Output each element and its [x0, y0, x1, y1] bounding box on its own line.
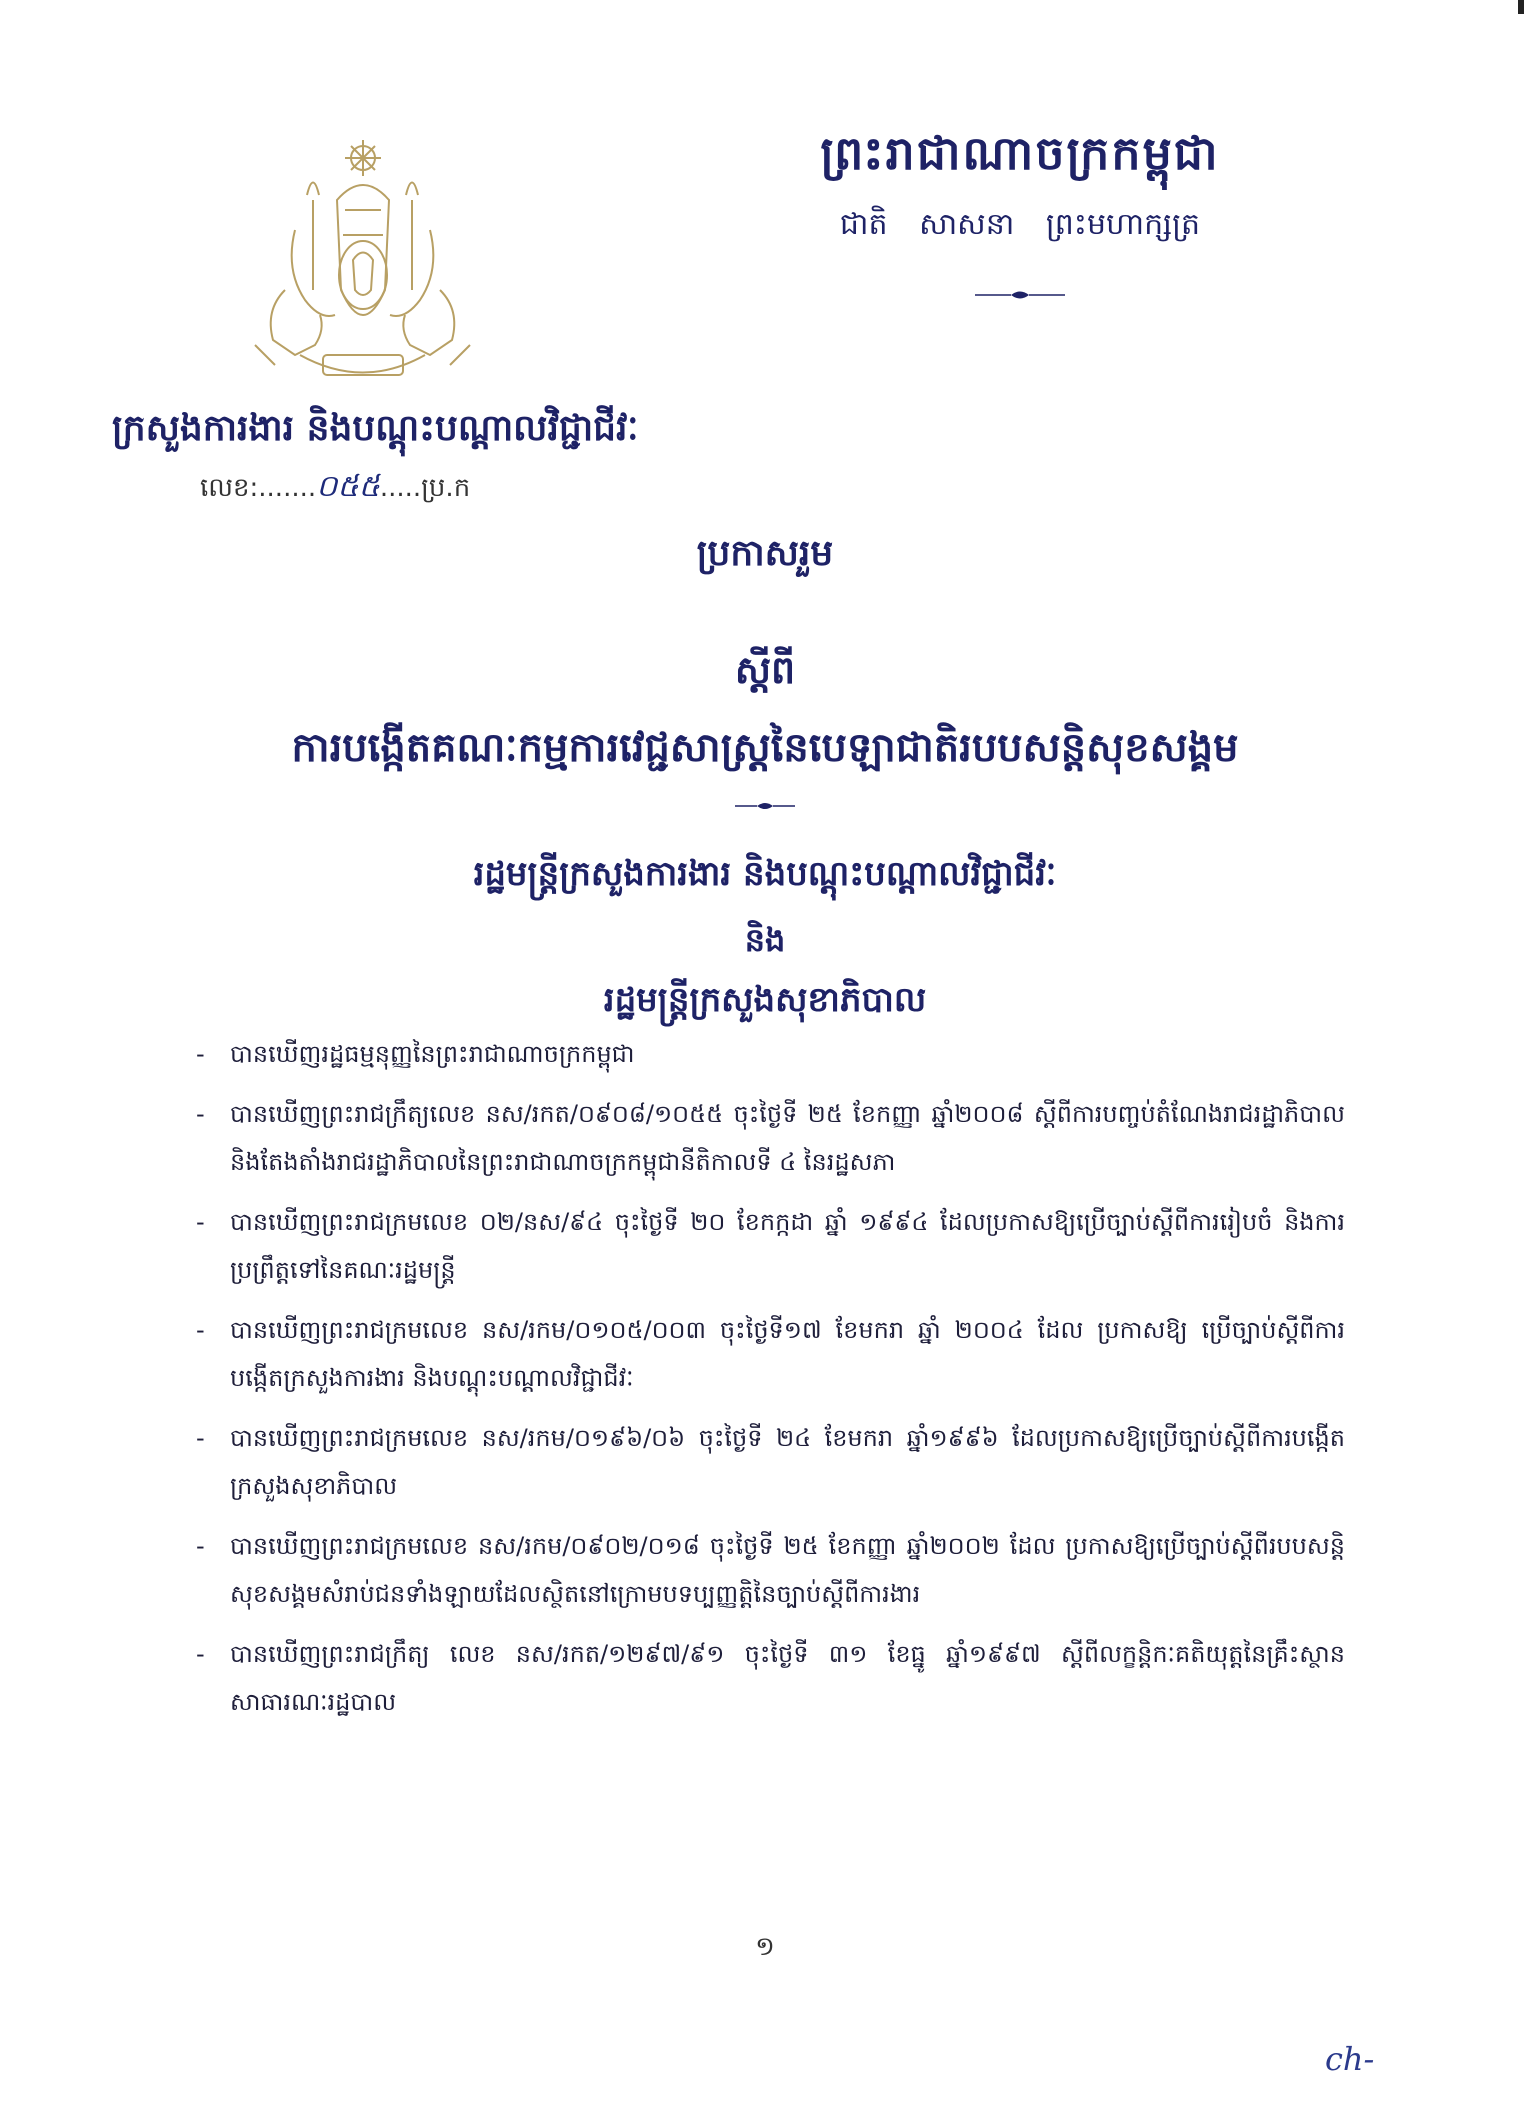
handwritten-initials: ch- — [1325, 2040, 1375, 2078]
document-type: ប្រកាសរួម — [696, 533, 834, 574]
list-item: - បានឃើញព្រះរាជក្រមលេខ នស/រកម/០១០៥/០០៣ ចុះថ្ងៃទី១៧ ខែមករា ឆ្នាំ ២០០៤ ដែល ប្រកាសឱ្យ ប្រើច្បាប់ស្តីពីការបង្កើតក្រសួងការងារ និងបណ្តុះបណ្តាលវិជ្ជាជីវៈ — [230, 1306, 1345, 1402]
list-item: - បានឃើញព្រះរាជក្រឹត្យ លេខ នស/រកត/១២៩៧/៩១ ចុះថ្ងៃទី ៣១ ខែធ្នូ ឆ្នាំ១៩៩៧ ស្តីពីលក្ខន្តិកៈគតិយុត្តនៃគ្រឹះស្ថានសាធារណៈរដ្ឋបាល — [230, 1630, 1345, 1726]
list-item: - បានឃើញព្រះរាជក្រមលេខ ០២/នស/៩៤ ចុះថ្ងៃទី ២០ ខែកក្កដា ឆ្នាំ ១៩៩៤ ដែលប្រកាសឱ្យប្រើច្បាប់ស្តីពីការរៀបចំ និងការប្រព្រឹត្តទៅនៃគណៈរដ្ឋមន្ត្រី — [230, 1198, 1345, 1294]
ornament-divider-icon — [735, 800, 795, 812]
about-label: ស្តីពី — [734, 648, 796, 692]
list-item: - បានឃើញរដ្ឋធម្មនុញ្ញនៃព្រះរាជាណាចក្រកម្ពុជា — [230, 1030, 1345, 1078]
conjunction-and: និង — [744, 921, 786, 959]
scan-edge-mark — [1518, 0, 1524, 14]
reference-handwritten-number: ០៥៥ — [316, 469, 380, 504]
list-item: - បានឃើញព្រះរាជក្រមលេខ នស/រកម/០៩០២/០១៨ ចុះថ្ងៃទី ២៥ ខែកញ្ញា ឆ្នាំ២០០២ ដែល ប្រកាសឱ្យប្រើច្បាប់ស្តីពីរបបសន្តិសុខសង្គមសំរាប់ជនទាំងឡាយដែលស្ថិតនៅក្រោមបទប្បញ្ញត្តិនៃច្បាប់ស្តីពីការងារ — [230, 1522, 1345, 1618]
royal-coat-of-arms-icon — [225, 140, 500, 390]
legal-references-list — [230, 1030, 1345, 1738]
reference-number — [200, 467, 470, 511]
document-subject: ការបង្កើតគណៈកម្មការវេជ្ជសាស្ត្រនៃបេឡាជាតិរបបសន្តិសុខសង្គម — [291, 725, 1239, 771]
ornament-divider-icon — [975, 288, 1065, 302]
list-item: - បានឃើញព្រះរាជក្រមលេខ នស/រកម/០១៩៦/០៦ ចុះថ្ងៃទី ២៤ ខែមករា ឆ្នាំ១៩៩៦ ដែលប្រកាសឱ្យប្រើច្បាប់ស្តីពីការបង្កើតក្រសួងសុខាភិបាល — [230, 1414, 1345, 1510]
issuing-ministry: ក្រសួងការងារ និងបណ្តុះបណ្តាលវិជ្ជាជីវៈ — [112, 408, 639, 449]
page-number: ១ — [755, 1932, 775, 1962]
kingdom-heading: ព្រះរាជាណាចក្រកម្ពុជា — [820, 126, 1220, 180]
minister-labour: រដ្ឋមន្ត្រីក្រសួងការងារ និងបណ្តុះបណ្តាលវិជ្ជាជីវៈ — [473, 854, 1057, 894]
reference-suffix: .....ប្រ.ក — [379, 473, 471, 503]
national-motto: ជាតិ សាសនា ព្រះមហាក្សត្រ — [839, 207, 1201, 242]
list-item: - បានឃើញព្រះរាជក្រឹត្យលេខ នស/រកត/០៩០៨/១០៥៥ ចុះថ្ងៃទី ២៥ ខែកញ្ញា ឆ្នាំ២០០៨ ស្តីពីការបញ្ចប់តំណែងរាជរដ្ឋាភិបាល និងតែងតាំងរាជរដ្ឋាភិបាលនៃព្រះរាជាណាចក្រកម្ពុជានីតិកាលទី ៤ នៃរដ្ឋសភា — [230, 1090, 1345, 1186]
minister-health: រដ្ឋមន្ត្រីក្រសួងសុខាភិបាល — [603, 980, 927, 1020]
reference-label: លេខ:....... — [200, 473, 317, 503]
